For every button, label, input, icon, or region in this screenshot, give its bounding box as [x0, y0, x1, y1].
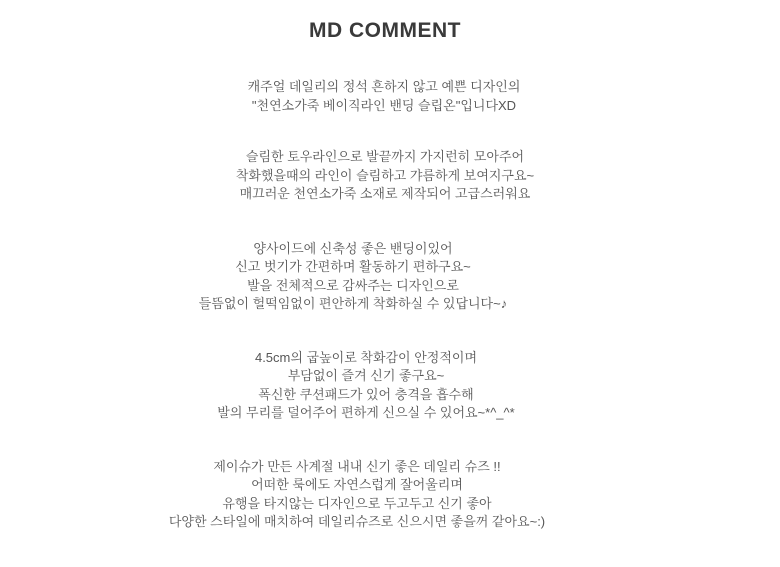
text-line: 매끄러운 천연소가죽 소재로 제작되어 고급스러워요 — [239, 186, 531, 201]
paragraph-daily-shoes — [0, 458, 747, 532]
text-line: 캐주얼 데일리의 정석 흔하지 않고 예쁜 디자인의 — [247, 79, 521, 94]
text-line: 어떠한 룩에도 자연스럽게 잘어울리며 — [251, 477, 463, 492]
text-line: 발을 전체적으로 감싸주는 디자인으로 — [247, 277, 459, 293]
paragraph-toe-line — [0, 148, 775, 204]
paragraph-design-intro — [0, 78, 774, 115]
text-line: 신고 벗기가 간편하며 활동하기 편하구요~ — [235, 259, 471, 274]
text-line: 슬림한 토우라인으로 발끝까지 가지런히 모아주어 — [245, 149, 525, 164]
text-line: 발의 무리를 덜어주어 편하게 신으실 수 있어요~*^_^* — [217, 405, 515, 420]
text-line: 4.5cm의 굽높이로 착화감이 안정적이며 — [254, 349, 478, 365]
md-comment-section — [0, 17, 780, 532]
text-line: "천연소가죽 베이직라인 밴딩 슬립온"입니다XD — [251, 97, 517, 113]
text-line: 부담없이 즐겨 신기 좋구요~ — [287, 368, 445, 383]
text-line: 착화했을때의 라인이 슬림하고 갸름하게 보여지구요~ — [235, 167, 535, 183]
text-line: 제이슈가 만든 사계절 내내 신기 좋은 데일리 슈즈 !! — [213, 458, 501, 474]
paragraph-banding — [0, 240, 743, 314]
paragraph-heel-cushion — [0, 349, 756, 423]
section-title: MD COMMENT — [309, 19, 461, 42]
text-line: 들뜸없이 헐떡임없이 편안하게 착화하실 수 있답니다~♪ — [198, 296, 508, 311]
text-line: 유행을 타지않는 디자인으로 두고두고 신기 좋아 — [222, 495, 492, 511]
text-line: 양사이드에 신축성 좋은 밴딩이있어 — [253, 240, 453, 256]
text-line: 다양한 스타일에 매치하여 데일리슈즈로 신으시면 좋을꺼 같아요~:) — [168, 514, 546, 529]
text-line: 폭신한 쿠션패드가 있어 충격을 흡수해 — [258, 386, 474, 402]
